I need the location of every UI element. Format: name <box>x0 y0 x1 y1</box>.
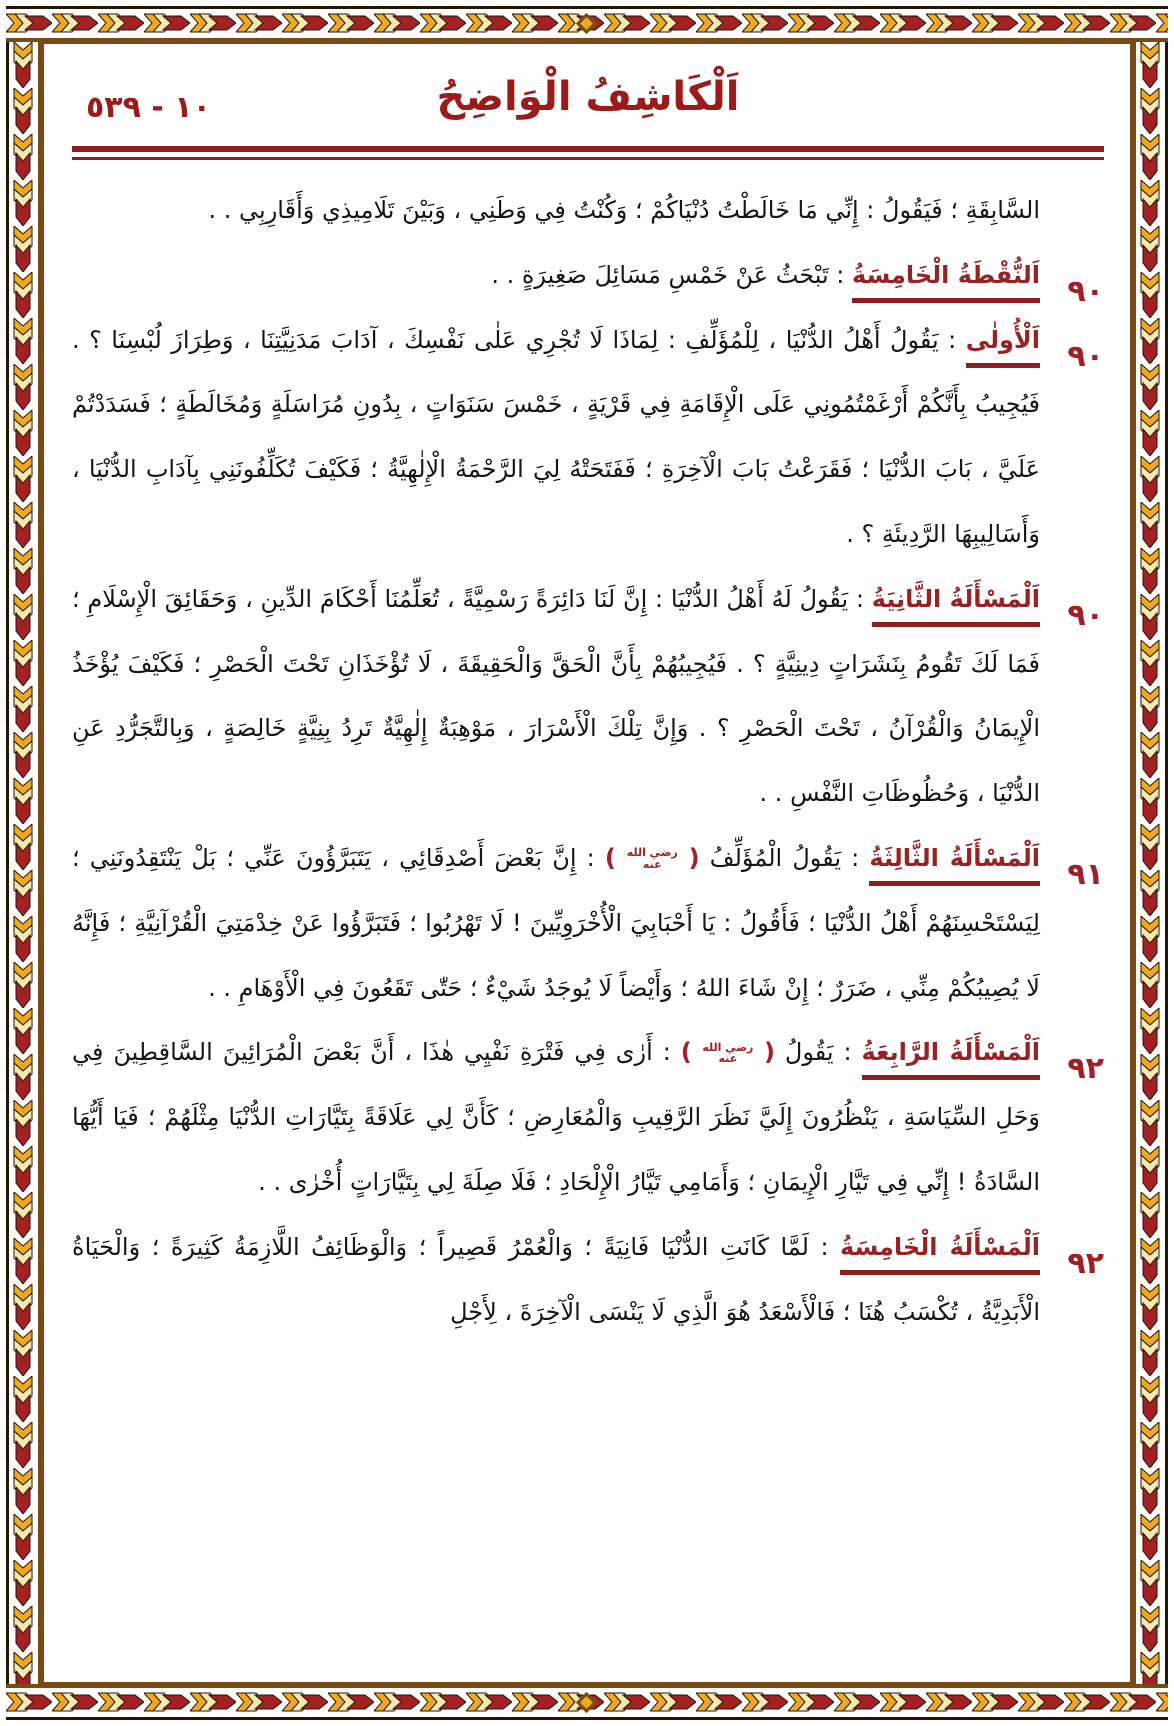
margin-number: ٩٠ <box>1067 273 1104 309</box>
radi-allahu-anhu-seal: ( رضي الله عنه ) <box>680 1038 775 1067</box>
section-text: : يَقُولُ <box>774 1038 862 1067</box>
section-heading: اَلنُّقْطَةُ الْخَامِسَةُ <box>852 261 1040 303</box>
section-text: : تَبْحَثُ عَنْ خَمْسِ مَسَائِلَ صَغِيرَةٍ . . <box>491 260 853 289</box>
section-heading: اَلْأُولٰى <box>966 326 1040 368</box>
section-heading: اَلْمَسْأَلَةُ الرَّابِعَةُ <box>862 1038 1041 1080</box>
section-paragraph <box>72 243 1104 309</box>
section-heading: اَلْمَسْأَلَةُ الثَّالِثَةُ <box>869 844 1040 886</box>
page-content <box>44 44 1130 1682</box>
section-paragraph <box>72 308 1104 567</box>
section-paragraph <box>72 1020 1104 1214</box>
margin-number: ٩٠ <box>1067 597 1104 633</box>
section-text: : أَرٰى فِي فَتْرَةِ نَفْيِي هٰذَا ، أَنَّ بَعْضَ الْمُرَائِينَ السَّاقِطِينَ فِي وَحَلِ السِّيَاسَةِ ، يَنْظُرُونَ إِلَيَّ نَظَرَ الرَّقِيبِ وَالْمُعَارِضِ ؛ كَأَنَّ لِي عَلَاقَةً بِتَيَّارَاتِ الدُّنْيَا مِثْلَهُمْ ؛ فَيَا أَيُّهَا السَّادَةُ ! إِنِّي فِي تَيَّارِ الْإِيمَانِ ؛ وَأَمَامِي تَيَّارُ الْإِلْحَادِ ؛ فَلَا صِلَةَ لِي بِتَيَّارَاتٍ أُخْرٰى . . <box>72 1038 1040 1196</box>
margin-number: ٩٢ <box>1067 1051 1104 1087</box>
section-text: : إِنَّ بَعْضَ أَصْدِقَائِي ، يَتَبَرَّؤُونَ عَنِّي ؛ بَلْ يَنْتَقِدُونَنِي ؛ لِيَسْتَحْسِنَهُمْ أَهْلُ الدُّنْيَا ؛ فَأَقُولُ : يَا أَحْبَابِيَ الْأُخْرَوِيِّينَ ! لَا تَهْرُبُوا ؛ فَتَبَرَّؤُوا عَنْ خِدْمَتِيَ الْقُرْآنِيَّةِ ؛ فَإِنَّهُ لَا يُصِيبُكُمْ مِنِّي ، ضَرَرٌ ؛ إِنْ شَاءَ اللهُ ؛ وَأَيْضاً لَا يُوجَدُ شَيْءٌ ؛ حَتّٰى تَقَعُونَ فِي الْأَوْهَامِ . . <box>72 843 1040 1002</box>
header-double-rule <box>72 146 1104 160</box>
section-paragraph <box>72 567 1104 826</box>
section-paragraph <box>72 178 1040 243</box>
section-heading: اَلْمَسْأَلَةُ الثَّانِيَةُ <box>872 585 1040 627</box>
margin-number: ٩٠ <box>1067 338 1104 374</box>
sections <box>72 178 1104 1344</box>
ornamental-border-left <box>6 42 44 1684</box>
section-paragraph <box>72 1215 1104 1345</box>
section-heading: اَلْمَسْأَلَةُ الْخَامِسَةُ <box>840 1233 1040 1275</box>
book-title: اَلْكَاشِفُ الْوَاضِحُ <box>436 74 740 120</box>
margin-number: ٩١ <box>1067 856 1104 892</box>
section-text: السَّابِقَةِ ؛ فَيَقُولُ : إِنِّي مَا خَالَطْتُ دُنْيَاكُمْ ؛ وَكُنْتُ فِي وَطَنِي ، وَبَيْنَ تَلَامِيذِي وَأَقَارِبِي . . <box>208 196 1040 224</box>
ornamental-border-right <box>1130 42 1168 1684</box>
section-paragraph <box>72 826 1104 1020</box>
section-text: : يَقُولُ لَهُ أَهْلُ الدُّنْيَا : إِنَّ لَنَا دَائِرَةً رَسْمِيَّةً ، تُعَلِّمُنَا أَحْكَامَ الدِّينِ ، وَحَقَائِقَ الْإِسْلَامِ ؛ فَمَا لَكَ تَقُومُ بِنَشَرَاتٍ دِينِيَّةٍ ؟ . فَيُجِيبُهُمْ بِأَنَّ الْحَقَّ وَالْحَقِيقَةَ ، لَا تُؤْخَذَانِ تَحْتَ الْحَصْرِ ؛ فَكَيْفَ يُؤْخَذُ الْإِيمَانُ وَالْقُرْآنُ ، تَحْتَ الْحَصْرِ ؟ . وَإِنَّ تِلْكَ الْأَسْرَارَ ، مَوْهِبَةٌ إِلٰهِيَّةٌ تَرِدُ بِنِيَّةٍ خَالِصَةٍ ، وَبِالتَّجَرُّدِ عَنِ الدُّنْيَا ، وَحُظُوظَاتِ النَّفْسِ . . <box>72 584 1040 808</box>
page-number: ١٠ - ٥٣٩ <box>86 90 211 125</box>
radi-allahu-anhu-seal: ( رضي الله عنه ) <box>604 843 700 872</box>
section-text: : يَقُولُ أَهْلُ الدُّنْيَا ، لِلْمُؤَلِّفِ : لِمَاذَا لَا تُجْرِي عَلٰى نَفْسِكَ ، آدَابَ مَدَنِيَّتِنَا ، وَطِرَازَ لُبْسِنَا ؟ . فَيُجِيبُ بِأَنَّكُمْ أَرْغَمْتُمُونِي عَلَى الْإِقَامَةِ فِي قَرْيَةٍ ، خَمْسَ سَنَوَاتٍ ، بِدُونِ مُرَاسَلَةٍ وَمُخَالَطَةٍ ؛ فَسَدَدْتُمْ عَلَيَّ ، بَابَ الدُّنْيَا ؛ فَقَرَعْتُ بَابَ الْآخِرَةِ ؛ فَفَتَحَتْهُ لِيَ الرَّحْمَةُ الْإِلٰهِيَّةُ ؛ فَكَيْفَ تُكَلِّفُونَنِي بِآدَابِ الدُّنْيَا ، وَأَسَالِيبِهَا الرَّدِيئَةِ ؟ . <box>72 325 1040 548</box>
section-text: : لَمَّا كَانَتِ الدُّنْيَا فَانِيَةً ؛ وَالْعُمْرُ قَصِيراً ؛ وَالْوَظَائِفُ اللَّازِمَةُ كَثِيرَةً ؛ وَالْحَيَاةُ الْأَبَدِيَّةُ ، تُكْسَبُ هُنَا ؛ فَالْأَسْعَدُ هُوَ الَّذِي لَا يَنْسَى الْآخِرَةَ ، لِأَجْلِ <box>72 1232 1040 1326</box>
section-text: : يَقُولُ الْمُؤَلِّفُ <box>699 843 870 872</box>
page-header <box>72 68 1104 140</box>
margin-number: ٩٢ <box>1067 1245 1104 1281</box>
